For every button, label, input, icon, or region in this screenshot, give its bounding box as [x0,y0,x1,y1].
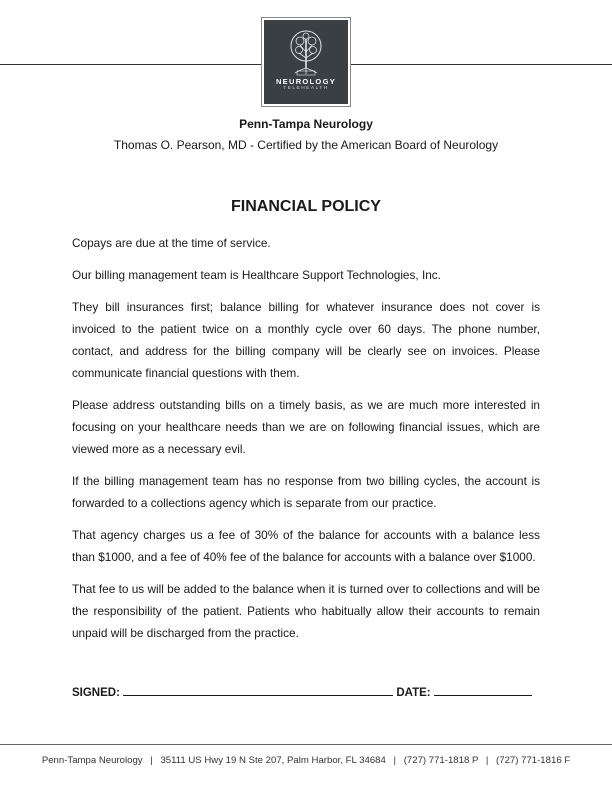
physician-credentials: Thomas O. Pearson, MD - Certified by the American Board of Neurology [113,138,499,152]
policy-paragraph: Our billing management team is Healthcare Support Technologies, Inc. [72,268,441,282]
policy-paragraph: If the billing management team has no response from two billing cycles, the account is forwarded to a collections agency which is separate from our practice. [72,474,540,510]
footer-fax: (727) 771-1816 F [496,755,571,766]
date-label: DATE: [396,687,431,699]
policy-paragraph: That fee to us will be added to the balance when it is turned over to collections and will be the responsibility of the patient. Patients who habitually allow their accounts to remain unpaid will be discharged from the practice. [72,582,540,640]
footer-separator: | [393,755,397,766]
footer-separator: | [485,755,489,766]
footer-rule [0,744,612,745]
date-field[interactable] [434,683,532,696]
signature-field[interactable] [123,683,393,696]
footer-practice: Penn-Tampa Neurology [41,755,143,766]
policy-paragraph: Copays are due at the time of service. [72,236,271,250]
policy-paragraph: They bill insurances first; balance billing for whatever insurance does not cover is invoiced to the patient twice on a monthly cycle over 60 days. The phone number, contact, and address for the billing company will be clearly see on invoices. Please communicate financial questions with them. [72,300,540,380]
footer-phone: (727) 771-1818 P [403,755,479,766]
brain-tree-icon [281,26,331,76]
footer [0,755,612,766]
policy-paragraph: Please address outstanding bills on a timely basis, as we are much more interested in focusing on your healthcare needs than we are on following financial issues, which are viewed more as a necessary evil. [72,398,540,456]
logo-name: NEUROLOGY [275,77,337,86]
footer-separator: | [150,755,153,766]
practice-name: Penn-Tampa Neurology [239,117,373,131]
document-title: FINANCIAL POLICY [231,198,381,215]
policy-paragraph: That agency charges us a fee of 30% of the balance for accounts with a balance less than $1000, and a fee of 40% fee of the balance for accounts with a balance over $1000. [72,528,540,564]
footer-address: 35111 US Hwy 19 N Ste 207, Palm Harbor, FL 34684 [160,755,386,766]
policy-body [72,232,540,654]
signature-line [72,683,532,699]
signed-label: SIGNED: [72,687,120,699]
logo-subtitle: TELEHEALTH [283,86,329,91]
practice-logo [262,18,350,106]
